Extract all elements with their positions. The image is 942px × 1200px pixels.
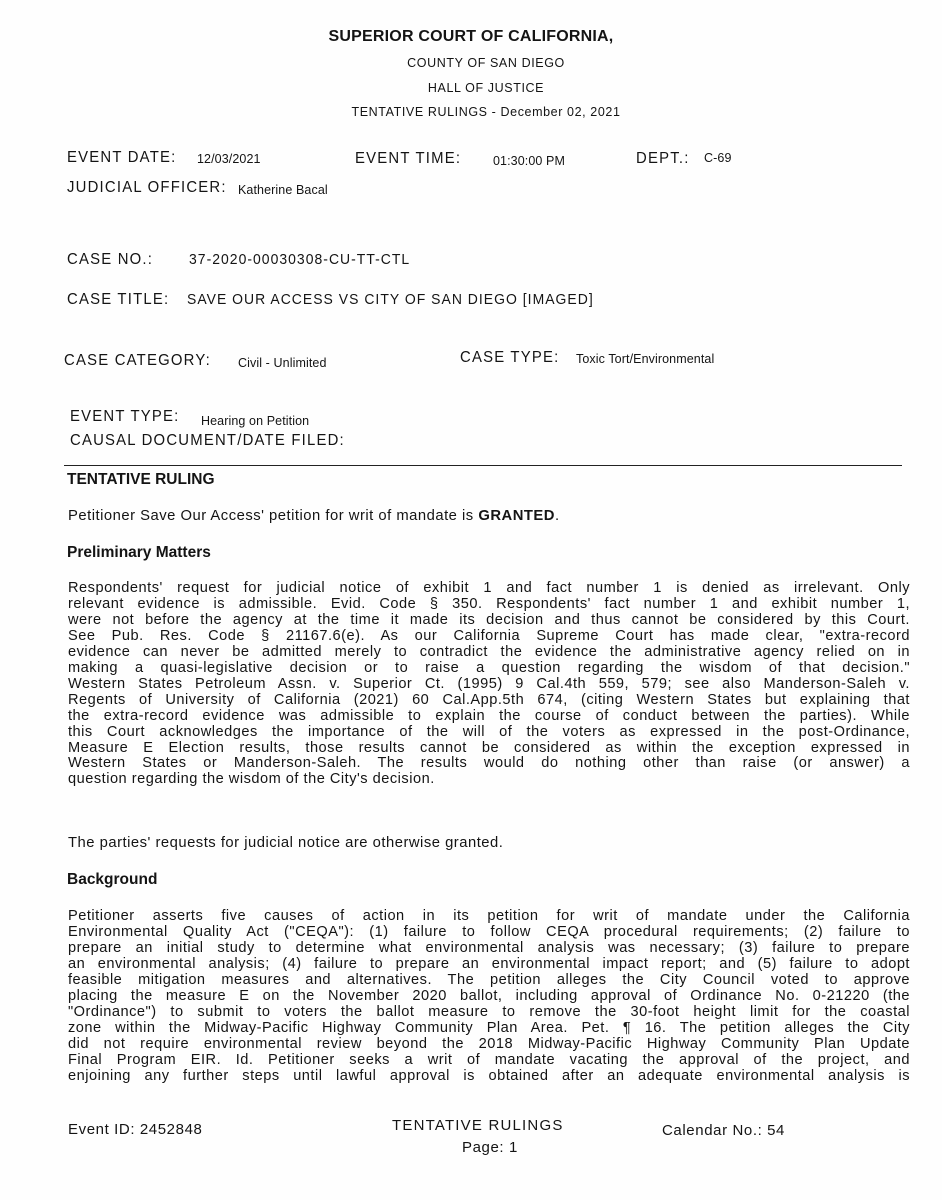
case-title-value: SAVE OUR ACCESS VS CITY OF SAN DIEGO [IMAGED] — [187, 291, 594, 308]
paragraph-line: Western States or Manderson-Saleh. The results would do nothing other than raise (or answer) a — [68, 755, 910, 772]
ruling-granted: GRANTED — [478, 508, 555, 524]
preliminary-matters-paragraph — [68, 581, 910, 788]
rulings-date: TENTATIVE RULINGS - December 02, 2021 — [351, 105, 621, 119]
paragraph-line: enjoining any further steps until lawful approval is obtained after an adequate environmental analysis is — [68, 1067, 910, 1084]
case-category-label: CASE CATEGORY: — [64, 352, 212, 369]
dept-label: DEPT.: — [636, 150, 690, 167]
section-divider — [64, 465, 902, 466]
background-heading: Background — [67, 871, 158, 888]
footer-title: TENTATIVE RULINGS — [392, 1117, 564, 1134]
paragraph-line: zone within the Midway-Pacific Highway Community Plan Area. Pet. ¶ 16. The petition alleges the City — [68, 1019, 910, 1036]
paragraph-line: were not before the agency at the time it made its decision and thus cannot be considered by this Court. — [68, 611, 910, 628]
paragraph-line: feasible mitigation measures and alternatives. The petition alleges the City Council voted to approve — [68, 971, 910, 988]
paragraph-line: "Ordinance") to submit to voters the ballot measure to remove the 30-foot height limit for the coastal — [68, 1003, 910, 1020]
paragraph-line: placing the measure E on the November 2020 ballot, including approval of Ordinance No. 0-21220 (the — [68, 987, 910, 1004]
paragraph-line: Regents of University of California (2021) 60 Cal.App.5th 674, (citing Western States but explaining that — [68, 691, 910, 708]
judicial-officer-value: Katherine Bacal — [238, 183, 328, 197]
hall-name: HALL OF JUSTICE — [427, 81, 545, 95]
case-no-label: CASE NO.: — [67, 251, 154, 268]
paragraph-line: Final Program EIR. Id. Petitioner seeks a writ of mandate vacating the approval of the project, and — [68, 1051, 910, 1068]
dept-value: C-69 — [704, 151, 732, 165]
paragraph-line: the extra-record evidence was admissible to explain the course of conduct between the parties). While — [68, 707, 910, 724]
county-name: COUNTY OF SAN DIEGO — [407, 56, 565, 70]
paragraph-line: an environmental analysis; (4) failure to prepare an environmental impact report; and (5) failure to adopt — [68, 955, 910, 972]
court-name: SUPERIOR COURT OF CALIFORNIA, — [328, 28, 614, 45]
paragraph-line: Respondents' request for judicial notice of exhibit 1 and fact number 1 is denied as irrelevant. Only — [68, 580, 910, 596]
paragraph-line: this Court acknowledges the importance of the will of the voters as expressed in the post-Ordinance, — [68, 723, 910, 740]
ruling-intro-text: Petitioner Save Our Access' petition for writ of mandate is — [68, 508, 479, 524]
event-time-value: 01:30:00 PM — [493, 154, 565, 168]
ruling-intro-end: . — [555, 508, 560, 524]
judicial-officer-label: JUDICIAL OFFICER: — [67, 179, 227, 196]
ruling-intro — [68, 508, 560, 524]
event-type-label: EVENT TYPE: — [70, 408, 180, 425]
event-type-value: Hearing on Petition — [201, 414, 310, 428]
paragraph-line: prepare an initial study to determine what environmental analysis was necessary; (3) failure to prepare — [68, 939, 910, 956]
case-type-value: Toxic Tort/Environmental — [576, 352, 715, 366]
preliminary-matters-heading: Preliminary Matters — [67, 544, 211, 561]
event-id: Event ID: 2452848 — [68, 1121, 203, 1138]
paragraph-line: question regarding the wisdom of the City's decision. — [68, 771, 435, 788]
tentative-ruling-heading: TENTATIVE RULING — [67, 471, 215, 488]
case-type-label: CASE TYPE: — [460, 349, 560, 366]
paragraph-line: See Pub. Res. Code § 21167.6(e). As our California Supreme Court has made clear, "extra-record — [68, 627, 910, 644]
paragraph-line: Measure E Election results, those results cannot be considered as within the exception expressed in — [68, 739, 910, 756]
paragraph-line: evidence can never be admitted merely to contradict the evidence the administrative agency relied on in — [68, 643, 910, 660]
paragraph-line: making a quasi-legislative decision or to raise a question regarding the wisdom of that decision." — [68, 659, 910, 676]
case-no-value: 37-2020-00030308-CU-TT-CTL — [189, 251, 411, 268]
judicial-notice-granted: The parties' requests for judicial notice are otherwise granted. — [68, 835, 504, 851]
paragraph-line: relevant evidence is admissible. Evid. Code § 350. Respondents' fact number 1 and exhibit number 1, — [68, 595, 910, 612]
event-date-label: EVENT DATE: — [67, 149, 177, 166]
paragraph-line: Petitioner asserts five causes of action in its petition for writ of mandate under the California — [68, 908, 910, 924]
case-title-label: CASE TITLE: — [67, 291, 170, 308]
paragraph-line: Environmental Quality Act ("CEQA"): (1) failure to follow CEQA procedural requirements; (2) failure to — [68, 923, 910, 940]
paragraph-line: Western States Petroleum Assn. v. Superior Ct. (1995) 9 Cal.4th 559, 579; see also Manderson-Saleh v. — [68, 675, 910, 692]
case-category-value: Civil - Unlimited — [238, 356, 327, 370]
causal-document-label: CAUSAL DOCUMENT/DATE FILED: — [70, 432, 345, 449]
page-number: Page: 1 — [462, 1139, 518, 1156]
paragraph-line: did not require environmental review beyond the 2018 Midway-Pacific Highway Community Plan Update — [68, 1035, 910, 1052]
event-date-value: 12/03/2021 — [197, 152, 261, 166]
event-time-label: EVENT TIME: — [355, 150, 462, 167]
background-paragraph — [68, 909, 910, 1084]
calendar-number: Calendar No.: 54 — [662, 1122, 786, 1139]
